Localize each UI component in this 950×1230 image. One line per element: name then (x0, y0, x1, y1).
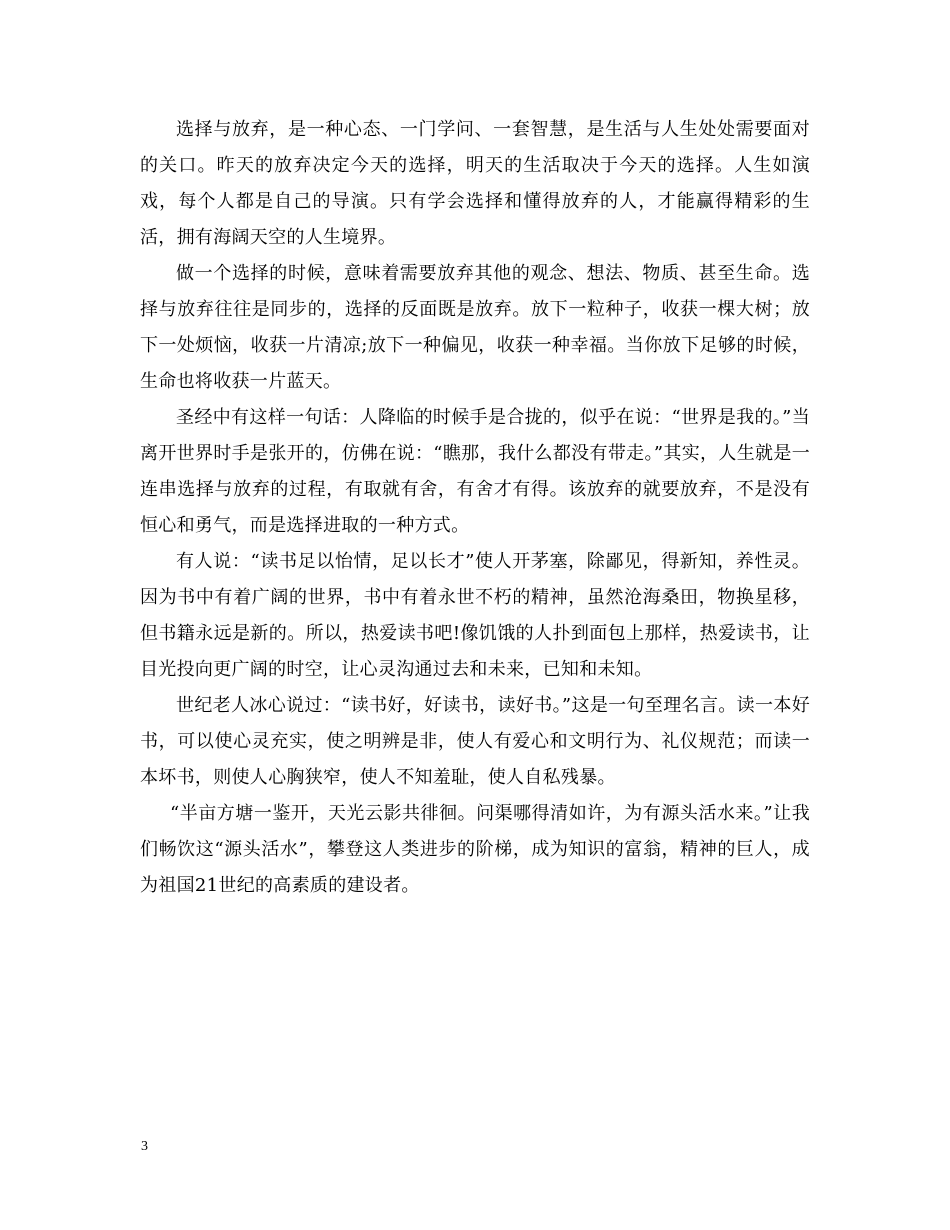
paragraph-bingxin-quote: 世纪老人冰心说过：“读书好，好读书，读好书。”这是一句至理名言。读一本好书，可以使心灵充实，使之明辨是非，使人有爱心和文明行为、礼仪规范；而读一本坏书，则使人心胸狭窄，使人不知羞耻，使人自私残暴。 (140, 695, 810, 788)
paragraph-making-a-choice: 做一个选择的时候，意味着需要放弃其他的观念、想法、物质、甚至生命。选择与放弃往往是同步的，选择的反面既是放弃。放下一粒种子，收获一棵大树；放下一处烦恼，收获一片清凉;放下一种偏见，收获一种幸福。当你放下足够的时候，生命也将收获一片蓝天。 (140, 263, 810, 392)
paragraph-bible-saying: 圣经中有这样一句话：人降临的时候手是合拢的，似乎在说：“世界是我的。”当离开世界时手是张开的，仿佛在说：“瞧那，我什么都没有带走。”其实，人生就是一连串选择与放弃的过程，有取就有舍，有舍才有得。该放弃的就要放弃，不是没有恒心和勇气，而是选择进取的一种方式。 (140, 407, 810, 536)
paragraph-choice-and-giving-up: 选择与放弃，是一种心态、一门学问、一套智慧，是生活与人生处处需要面对的关口。昨天的放弃决定今天的选择，明天的生活取决于今天的选择。人生如演戏，每个人都是自己的导演。只有学会选择和懂得放弃的人，才能赢得精彩的生活，拥有海阔天空的人生境界。 (140, 119, 810, 248)
paragraph-reading-books: 有人说：“读书足以怡情，足以长才”使人开茅塞，除鄙见，得新知，养性灵。因为书中有着广阔的世界，书中有着永世不朽的精神，虽然沧海桑田，物换星移，但书籍永远是新的。所以，热爱读书吧!像饥饿的人扑到面包上那样，热爱读书，让目光投向更广阔的时空，让心灵沟通过去和未来，已知和未知。 (140, 551, 810, 680)
document-body (140, 112, 810, 904)
paragraph-poem-conclusion: “半亩方塘一鉴开，天光云影共徘徊。问渠哪得清如许，为有源头活水来。”让我们畅饮这“源头活水”，攀登这人类进步的阶梯，成为知识的富翁，精神的巨人，成为祖国21世纪的高素质的建设者。 (140, 803, 810, 896)
page-number: 3 (141, 1139, 148, 1154)
